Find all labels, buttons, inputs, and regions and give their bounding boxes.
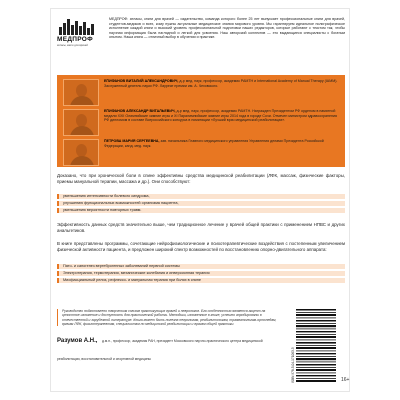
- topic-item: Миофасциальный релиз, рефлексо- и мануальная терапия при болях в спине: [57, 278, 345, 283]
- effects-list: [57, 194, 345, 215]
- author-photo: [63, 139, 99, 166]
- skyline-logo-icon: [57, 17, 97, 35]
- publisher-logo: [57, 17, 103, 47]
- brand-tagline: атласы, книги для врачей: [57, 44, 88, 47]
- author-photo: [63, 109, 99, 136]
- programs-paragraph: В книге представлены программы, сочетающие нейрофизиологические и психотерапевтические воздействия с постепенным увеличением физической активности пациента, и предложен широкий спектр возможностей по восстановлению опорно-двигательного аппарата:: [57, 241, 345, 252]
- author-row: [63, 139, 339, 166]
- topic-item: Электротерапия, термотерапия, механические колебания и инверсионная терапия: [57, 271, 345, 276]
- author-text: [104, 139, 339, 166]
- author-bio: д-р мед. наук, профессор, академик РАМТН и International Academy of Manual Therapy (IAMM). Заслуженный деятель науки РФ. Лауреат премии им. А. Чеховского.: [104, 79, 338, 88]
- author-text: [104, 109, 339, 136]
- review-quote: Руководство подготовлено творческим союзом практикующих врачей и неврологов. Его особенностью является акцент на целостное изложение и доступность для практической работы. Методики, изложенные в книге, успешно апробированы в отечественной и зарубежной литературе. Книга может быть полезна неврологам, реабилитологам, травматологам-ортопедам, врачам ЛФК, физиотерапевтам, специалистам по медицинской реабилитации и врачам общей практики.: [57, 309, 283, 326]
- isbn-number: ISBN 978-5-04-171063-5: [291, 347, 295, 383]
- author-bio: д-р мед. наук, профессор, академик РАМТН. Награжден Президентом РФ орденом в памятной медали XXII Олимпийские зимние игры и XI Паралимпийские зимние игры 2014 года в городе Сочи. Отмечен министром здравоохранения РФ дипломом в составе Всероссийского конкурса в номинации «Лучший врач медицинской реабилитации».: [104, 109, 337, 122]
- topics-list: [57, 264, 345, 285]
- reviewer-name: Разумов А.Н.,: [57, 338, 98, 345]
- author-row: [63, 109, 339, 136]
- effectiveness-paragraph: Эффективность данных средств значительно выше, чем традиционное лечение у врачей общей практики с применением НПВС и других анальгетиков.: [57, 222, 345, 233]
- isbn-barcode: [291, 309, 335, 389]
- authors-panel: [57, 75, 345, 167]
- author-name: ЕПИФАНОВ АЛЕКСАНДР ВИТАЛЬЕВИЧ,: [104, 109, 176, 113]
- reviewer-credentials: д.м.н., профессор, академик РАН, президент Московского научно-практического центра медицинской реабилитации, восстановительной и спортивной медицины: [57, 339, 263, 362]
- review-block: [57, 309, 283, 365]
- author-row: [63, 79, 339, 106]
- author-text: [104, 79, 339, 106]
- age-rating: 16+: [341, 377, 350, 383]
- brand-name: МЕДПРОФ: [57, 36, 94, 43]
- topic-item: Пато- и саногенез вертеброгенных заболеваний нервной системы: [57, 264, 345, 269]
- author-bio: зав. начальника Главного медицинского управления Управления делами Президента Российской Федерации, канд. мед. наук.: [104, 139, 324, 148]
- author-name: ЕПИФАНОВ ВИТАЛИЙ АЛЕКСАНДРОВИЧ,: [104, 79, 179, 83]
- effect-item: уменьшению интенсивности болевого синдрома,: [57, 194, 345, 199]
- author-name: ПЕТРОВА МАРИЯ СЕРГЕЕВНА,: [104, 139, 160, 143]
- barcode-icon: [296, 309, 336, 383]
- author-photo: [63, 79, 99, 106]
- effect-item: уменьшению вероятности повторных травм.: [57, 208, 345, 213]
- book-back-cover: [50, 8, 350, 392]
- book-description: Доказано, что при хронической боли в спине эффективны средства медицинской реабилитации (ЛФК, массаж, физические факторы, приемы мануальной терапии, массажа и др.). Они способствуют:: [57, 173, 345, 184]
- publisher-intro: МЕДПРОФ: атласы, книги для врачей — издательство, команда которого более 25 лет выпускает профессиональные книги для врачей, студентов-медиков и всех, кому нужны актуальные медицинские знания мирового уровня. Мы гарантируем идеальное полиграфическое исполнение каждой книги и высокий уровень профессиональной подготовки наших редакторов, которые работают с текстом так, чтобы научная информация была наглядной и легкой для усвоения. Наш авторский коллектив — это выдающиеся специалисты с богатым опытом. Наша книга — отличный выбор в обучении и практике.: [109, 17, 345, 40]
- effect-item: улучшению функциональных возможностей организма пациента,: [57, 201, 345, 206]
- reviewer: [57, 329, 283, 365]
